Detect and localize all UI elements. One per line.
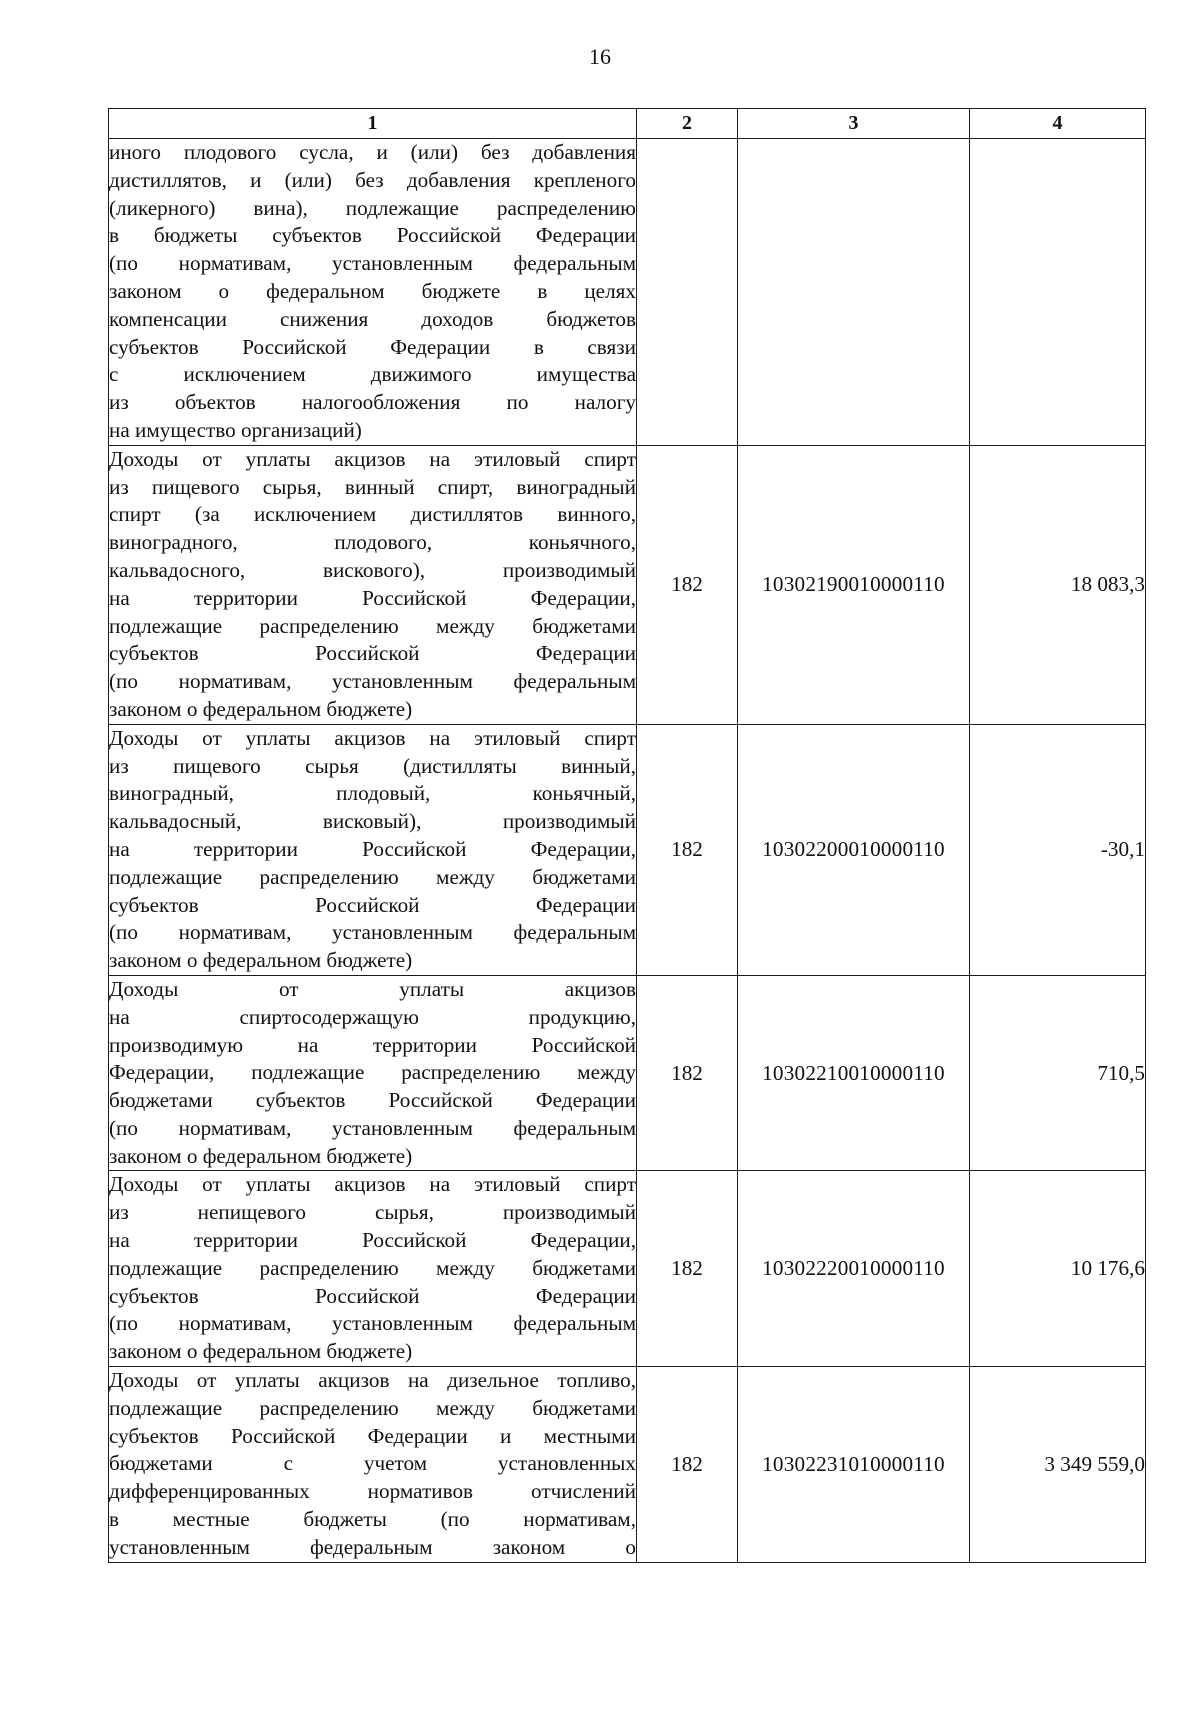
description-line: компенсации снижения доходов бюджетов: [109, 306, 636, 331]
description-line: (ликерного) вина), подлежащие распределению: [109, 195, 636, 220]
amount-cell: [970, 139, 1146, 446]
administrator-code-cell: 182: [637, 1171, 738, 1367]
table-row: [109, 1171, 1146, 1367]
description-line: законом о федеральном бюджете): [109, 696, 413, 721]
description-line: законом о федеральном бюджете): [109, 948, 413, 973]
description-line: в бюджеты субъектов Российской Федерации: [109, 223, 636, 248]
administrator-code-cell: 182: [637, 1367, 738, 1563]
description-line: дифференцированных нормативов отчислений: [109, 1479, 636, 1504]
description-line: бюджетами с учетом установленных: [109, 1451, 636, 1476]
description-line: из пищевого сырья (дистилляты винный,: [109, 753, 636, 778]
description-line: Доходы от уплаты акцизов на дизельное топливо,: [109, 1368, 636, 1393]
budget-classification-code-cell: 10302220010000110: [738, 1171, 970, 1367]
description-line: подлежащие распределению между бюджетами: [109, 1395, 636, 1420]
revenue-table: [108, 108, 1146, 1563]
description-line: из пищевого сырья, винный спирт, виноградный: [109, 474, 636, 499]
description-line: (по нормативам, установленным федеральным: [109, 669, 636, 694]
table-header-row: [109, 109, 1146, 139]
administrator-code-cell: 182: [637, 724, 738, 975]
amount-cell: 10 176,6: [970, 1171, 1146, 1367]
income-description-cell: [109, 724, 637, 975]
column-header-2: 2: [637, 109, 738, 139]
income-description-cell: [109, 1367, 637, 1563]
description-line: иного плодового сусла, и (или) без добавления: [109, 140, 636, 164]
description-line: субъектов Российской Федерации в связи: [109, 334, 636, 359]
administrator-code-cell: 182: [637, 445, 738, 724]
table-body: [109, 139, 1146, 1563]
amount-cell: -30,1: [970, 724, 1146, 975]
page-number: 16: [589, 44, 611, 69]
description-line: на территории Российской Федерации,: [109, 585, 636, 610]
description-line: кальвадосный, висковый), производимый: [109, 809, 636, 834]
description-line: на территории Российской Федерации,: [109, 1228, 636, 1253]
description-line: в местные бюджеты (по нормативам,: [109, 1507, 636, 1532]
description-line: законом о федеральном бюджете): [109, 1143, 413, 1168]
column-header-1: 1: [109, 109, 637, 139]
description-line: подлежащие распределению между бюджетами: [109, 864, 636, 889]
description-line: (по нормативам, установленным федеральным: [109, 920, 636, 945]
amount-cell: 710,5: [970, 975, 1146, 1171]
administrator-code-cell: 182: [637, 975, 738, 1171]
table-row: [109, 975, 1146, 1171]
description-line: с исключением движимого имущества: [109, 362, 636, 387]
income-description-cell: [109, 139, 637, 446]
table-row: [109, 724, 1146, 975]
description-line: виноградного, плодового, коньячного,: [109, 530, 636, 555]
description-line: на имущество организаций): [109, 417, 362, 442]
description-line: Федерации, подлежащие распределению между: [109, 1060, 636, 1085]
description-line: Доходы от уплаты акцизов: [109, 976, 636, 1001]
description-line: субъектов Российской Федерации: [109, 892, 636, 917]
table-row: [109, 139, 1146, 446]
table-row: [109, 1367, 1146, 1563]
description-line: на территории Российской Федерации,: [109, 836, 636, 861]
description-line: (по нормативам, установленным федеральным: [109, 1311, 636, 1336]
budget-classification-code-cell: 10302190010000110: [738, 445, 970, 724]
description-line: законом о федеральном бюджете в целях: [109, 278, 636, 303]
description-line: бюджетами субъектов Российской Федерации: [109, 1088, 636, 1113]
description-line: (по нормативам, установленным федеральным: [109, 251, 636, 276]
description-line: законом о федеральном бюджете): [109, 1339, 413, 1364]
income-description-cell: [109, 1171, 637, 1367]
budget-classification-code-cell: 10302210010000110: [738, 975, 970, 1171]
description-line: подлежащие распределению между бюджетами: [109, 1255, 636, 1280]
description-line: подлежащие распределению между бюджетами: [109, 613, 636, 638]
amount-cell: 3 349 559,0: [970, 1367, 1146, 1563]
description-line: из непищевого сырья, производимый: [109, 1200, 636, 1225]
description-line: дистиллятов, и (или) без добавления крепленого: [109, 167, 636, 192]
description-line: виноградный, плодовый, коньячный,: [109, 781, 636, 806]
column-header-4: 4: [970, 109, 1146, 139]
budget-classification-code-cell: 10302231010000110: [738, 1367, 970, 1563]
description-line: (по нормативам, установленным федеральным: [109, 1115, 636, 1140]
budget-classification-code-cell: [738, 139, 970, 446]
description-line: производимую на территории Российской: [109, 1032, 636, 1057]
description-line: субъектов Российской Федерации: [109, 1283, 636, 1308]
description-line: Доходы от уплаты акцизов на этиловый спирт: [109, 1172, 636, 1197]
budget-classification-code-cell: 10302200010000110: [738, 724, 970, 975]
description-line: кальвадосного, вискового), производимый: [109, 557, 636, 582]
description-line: субъектов Российской Федерации: [109, 641, 636, 666]
description-line: установленным федеральным законом о: [109, 1534, 636, 1559]
income-description-cell: [109, 445, 637, 724]
column-header-3: 3: [738, 109, 970, 139]
amount-cell: 18 083,3: [970, 445, 1146, 724]
income-description-cell: [109, 975, 637, 1171]
description-line: Доходы от уплаты акцизов на этиловый спирт: [109, 725, 636, 750]
administrator-code-cell: [637, 139, 738, 446]
description-line: спирт (за исключением дистиллятов винного,: [109, 502, 636, 527]
description-line: Доходы от уплаты акцизов на этиловый спирт: [109, 446, 636, 471]
table-row: [109, 445, 1146, 724]
description-line: на спиртосодержащую продукцию,: [109, 1004, 636, 1029]
description-line: субъектов Российской Федерации и местными: [109, 1423, 636, 1448]
description-line: из объектов налогообложения по налогу: [109, 390, 636, 415]
